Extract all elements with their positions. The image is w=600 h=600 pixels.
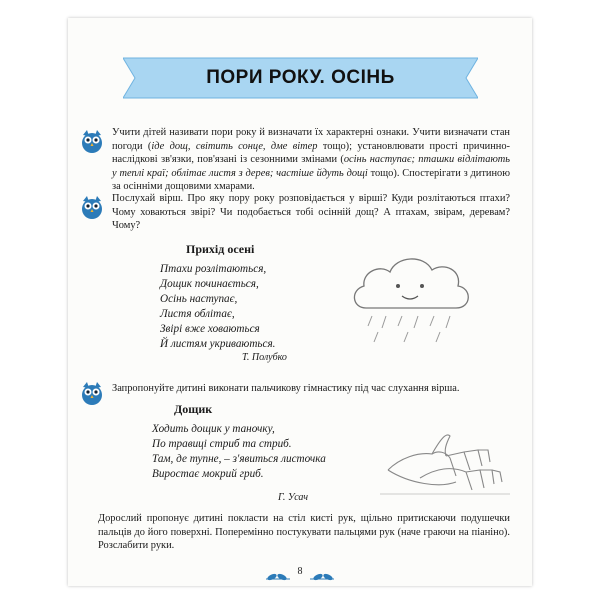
poem1-line: Птахи розлітаються, (160, 263, 267, 275)
title-banner (123, 56, 478, 100)
poem2-author: Г. Усач (278, 492, 309, 503)
page-number: 8 (297, 566, 303, 577)
poem2-line: Виростає мокрий гриб. (152, 468, 264, 480)
owl-icon (78, 194, 106, 220)
intro-emphasis-1: іде дощ, світить сонце, дме вітер (151, 140, 318, 152)
intro-emphasis-2: осінь наступає; пташки відлітають у теплі краї; облітає листя з дерев; частіше йдуть дощі (112, 154, 511, 179)
poem2-line: Ходить дощик у таночку, (152, 423, 275, 435)
poem1-title: Прихід осені (186, 242, 255, 256)
page-title: ПОРИ РОКУ. ОСІНЬ (206, 67, 395, 88)
poem1-author: Т. Полубко (242, 352, 287, 363)
owl-icon (78, 380, 106, 406)
rain-cloud-illustration (346, 246, 486, 346)
adult-instruction-paragraph: Дорослий пропонує дитині покласти на стіл кисті рук, щільно притискаючи подушечки пальців до його поверхні. Поперемінно постукувати пальцями рук (наче граючи на піаніно). Розслабити руки. (98, 513, 510, 552)
poem2-line: По травиці стриб та стриб. (152, 438, 292, 450)
poem1-line: Дощик починається, (160, 278, 259, 290)
poem1-line: Листя облітає, (160, 308, 235, 320)
intro-text-3: тощо). Спостерігати з дитиною за осінніми дощовими хмарами. (112, 167, 510, 193)
poem1-line: Й листям укриваються. (160, 338, 276, 350)
intro-text-1: Учити дітей називати пори року й визначати їх характерні ознаки. Учити визначати стан погоди ( (112, 127, 510, 152)
intro-text-2: тощо); установлювати прості причинно-наслідкові зв'язки, пов'язані із сезонними змінами ( (112, 140, 511, 166)
book-page (68, 18, 532, 586)
poem1-line: Звірі вже ховаються (160, 323, 260, 335)
poem2-line: Там, де тупне, – з'явиться листочка (152, 453, 326, 465)
hands-on-table-illustration (380, 410, 510, 500)
poem1-line: Осінь наступає, (160, 293, 238, 305)
finger-gym-paragraph: Запропонуйте дитині виконати пальчикову гімнастику під час слухання вірша. (112, 383, 460, 394)
listen-paragraph: Послухай вірш. Про яку пору року розповідається у вірші? Куди розлітаються птахи? Чому ховаються звірі? Чи подобається тобі осінній дощ? А птахам, звірам, деревам? Чому? (112, 193, 510, 232)
poem1-lines (160, 262, 275, 352)
intro-paragraph (112, 126, 510, 194)
poem2-lines (152, 422, 326, 482)
poem2-title: Дощик (174, 402, 213, 416)
owl-icon (78, 128, 106, 154)
